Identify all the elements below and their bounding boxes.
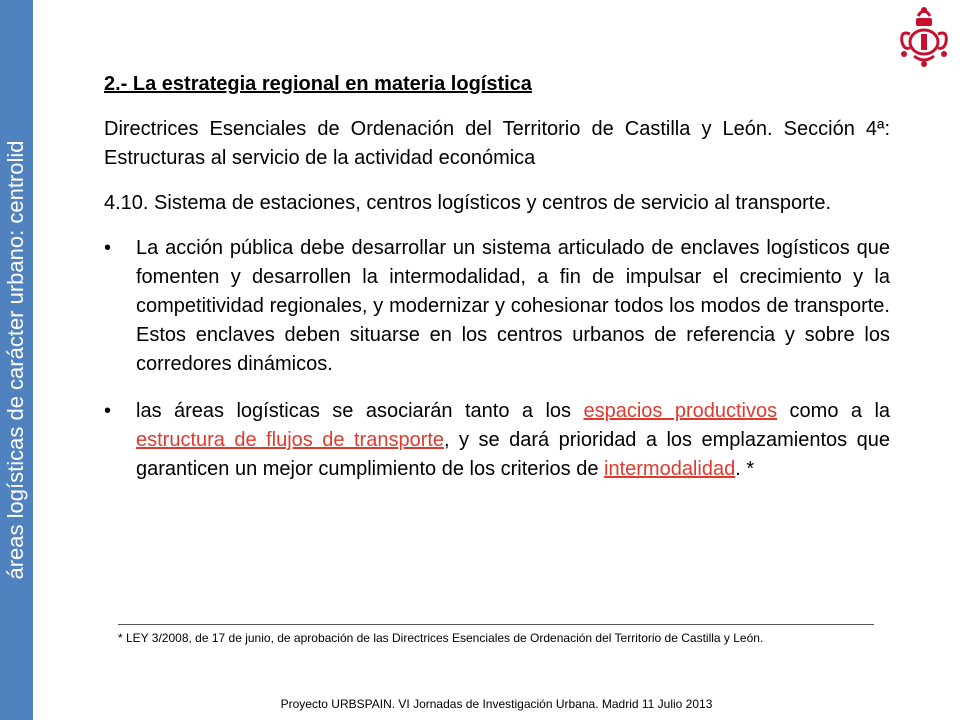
bullet-text-part: , y se dará prioridad a los emplazamientos que garanticen un mejor cumplimiento de los criterios de (136, 429, 890, 480)
bullet-marker: • (104, 237, 112, 259)
link-estructura-flujos[interactable]: estructura de flujos de transporte (136, 429, 445, 451)
sidebar-title: áreas logísticas de carácter urbano: centrolid (3, 140, 28, 580)
bullet-item-areas-logisticas (104, 397, 890, 484)
paragraph-section-4-10: 4.10. Sistema de estaciones, centros logísticos y centros de servicio al transporte. (104, 192, 832, 214)
footnote-divider (118, 624, 874, 625)
bullet-text-part: las áreas logísticas se asociarán tanto a los (136, 400, 584, 422)
paragraph-directrices: Directrices Esenciales de Ordenación del Territorio de Castilla y León. Sección 4ª: Estructuras al servicio de la actividad económica (104, 118, 890, 169)
bullet-text-part: . * (735, 458, 755, 480)
heraldic-crest-icon (896, 4, 952, 68)
bullet-text: La acción pública debe desarrollar un sistema articulado de enclaves logísticos que fomenten y desarrollen la intermodalidad, a fin de impulsar el crecimiento y la competitividad regionales, y modernizar y cohesionar todos los modos de transporte. Estos enclaves deben situarse en los centros urbanos de referencia y sobre los corredores dinámicos. (136, 237, 890, 375)
sidebar-band (0, 0, 33, 720)
link-intermodalidad[interactable]: intermodalidad (604, 458, 736, 480)
slide-heading: 2.- La estrategia regional en materia logística (104, 73, 532, 95)
link-espacios-productivos[interactable]: espacios productivos (583, 400, 778, 422)
bullet-item-accion-publica (104, 234, 890, 379)
bullet-marker: • (104, 400, 112, 422)
slide-content (104, 70, 890, 502)
slide-footer: Proyecto URBSPAIN. VI Jornadas de Investigación Urbana. Madrid 11 Julio 2013 (280, 697, 713, 711)
footnote: * LEY 3/2008, de 17 de junio, de aprobación de las Directrices Esenciales de Ordenación del Territorio de Castilla y León. (118, 631, 764, 645)
bullet-text-part: como a la (777, 400, 891, 422)
